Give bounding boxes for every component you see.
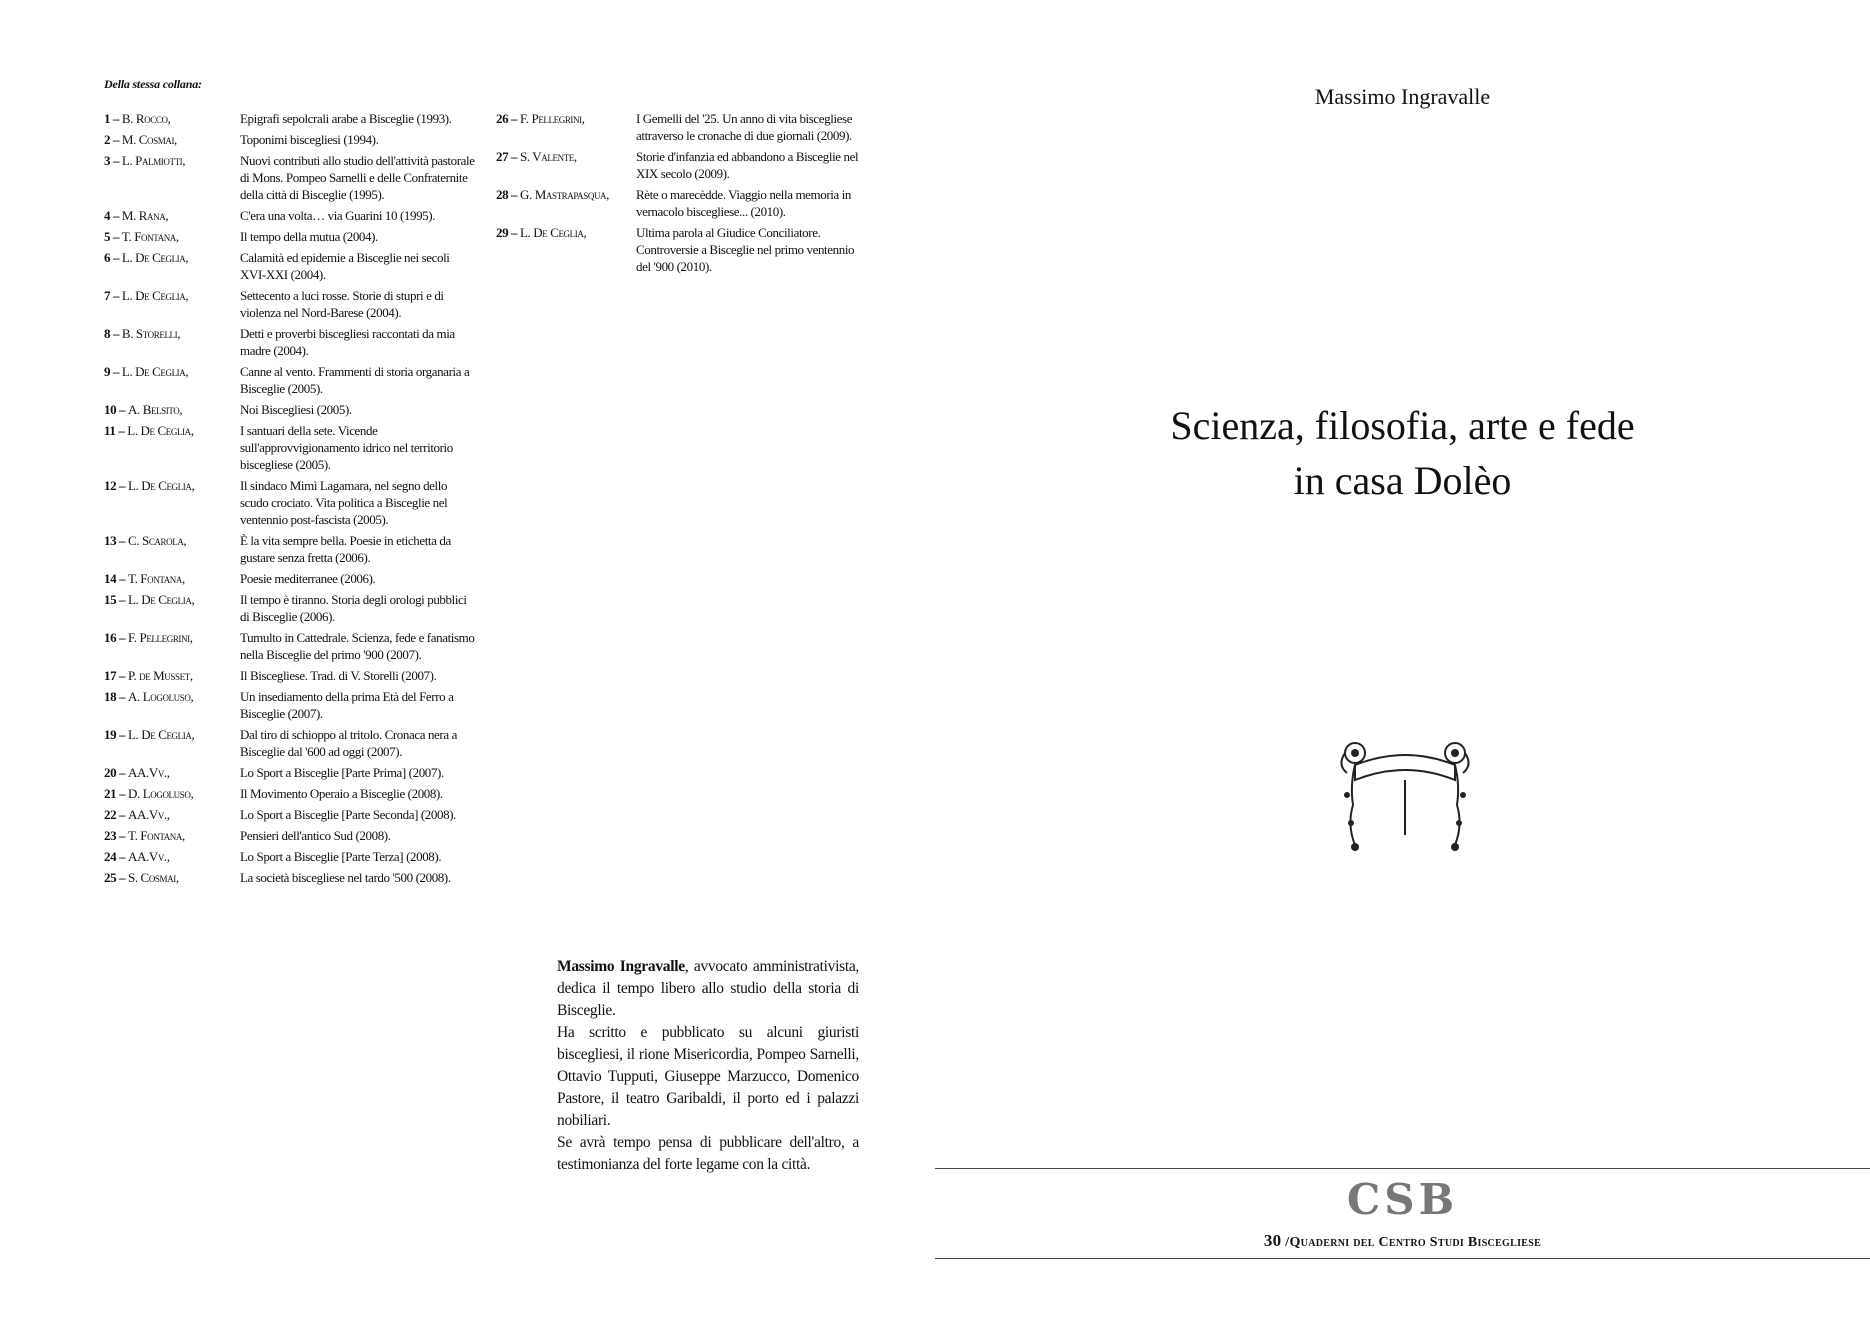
entry-number: 23 – — [104, 828, 126, 843]
bio-paragraph-2: Ha scritto e pubblicato su alcuni giuristi biscegliesi, il rione Misericordia, Pompeo Sarnelli, Ottavio Tupputi, Giuseppe Marzucco, Domenico Pastore, il teatro Garibaldi, il porto ed i palazzi nobiliari. — [557, 1024, 859, 1129]
entry-number-author — [496, 148, 636, 182]
entry-number-author — [104, 667, 240, 684]
entry-title: Canne al vento. Frammenti di storia organaria a Bisceglie (2005). — [240, 364, 470, 396]
entry-number-author — [104, 591, 240, 625]
entry-author: L. De Ceglia, — [128, 478, 195, 493]
entry-number: 6 – — [104, 250, 120, 265]
series-name: /Quaderni del Centro Studi Biscegliese — [1285, 1235, 1542, 1250]
entry-number: 22 – — [104, 807, 126, 822]
series-heading: Della stessa collana: — [104, 77, 202, 91]
entry-author: D. Logoluso, — [128, 786, 194, 801]
series-entry — [496, 224, 860, 275]
entry-author: L. De Ceglia, — [128, 592, 195, 607]
entry-title: Pensieri dell'antico Sud (2008). — [240, 828, 391, 843]
entry-author: P. de Musset, — [128, 668, 193, 683]
entry-title: Il tempo della mutua (2004). — [240, 229, 378, 244]
entry-number: 20 – — [104, 765, 126, 780]
series-entry — [104, 688, 476, 722]
top-rule — [935, 1168, 1870, 1169]
series-entry — [104, 363, 476, 397]
entry-title: Poesie mediterranee (2006). — [240, 571, 376, 586]
bio-author-name: Massimo Ingravalle — [557, 958, 685, 975]
entry-number: 1 – — [104, 111, 120, 126]
entry-number: 11 – — [104, 423, 125, 438]
entry-author: AA.Vv., — [128, 765, 170, 780]
series-entry — [104, 228, 476, 245]
entry-number: 2 – — [104, 132, 120, 147]
entry-title: È la vita sempre bella. Poesie in etichetta da gustare senza fretta (2006). — [240, 533, 451, 565]
front-cover — [935, 0, 1870, 1331]
series-entry — [104, 785, 476, 802]
entry-title: Epigrafi sepolcrali arabe a Bisceglie (1993). — [240, 111, 452, 126]
entry-author: L. De Ceglia, — [121, 250, 189, 265]
entry-author: AA.Vv., — [128, 807, 170, 822]
entry-number-author — [104, 287, 240, 321]
entry-number-author — [104, 688, 240, 722]
entry-author: L. De Ceglia, — [128, 727, 195, 742]
entry-title: La società biscegliese nel tardo '500 (2008). — [240, 870, 451, 885]
entry-title: Lo Sport a Bisceglie [Parte Seconda] (2008). — [240, 807, 456, 822]
series-footer — [935, 1231, 1870, 1251]
entry-number: 28 – — [496, 187, 518, 202]
bio-paragraph-1 — [557, 956, 859, 1022]
entry-number-author — [104, 827, 240, 844]
entry-number: 14 – — [104, 571, 126, 586]
series-entry — [104, 667, 476, 684]
entry-author: M. Rana, — [121, 208, 169, 223]
series-entry — [104, 401, 476, 418]
series-number: 30 — [1263, 1231, 1282, 1250]
entry-number: 26 – — [496, 111, 518, 126]
entry-title: Calamità ed epidemie a Bisceglie nei secoli XVI-XXI (2004). — [240, 250, 450, 282]
entry-author: L. De Ceglia, — [121, 288, 189, 303]
entry-number-author — [104, 785, 240, 802]
entry-number-author — [104, 570, 240, 587]
entry-author: G. Mastrapasqua, — [520, 187, 610, 202]
entry-author: F. Pellegrini, — [520, 111, 585, 126]
series-entry — [104, 848, 476, 865]
series-entry — [104, 532, 476, 566]
entry-title: Noi Biscegliesi (2005). — [240, 402, 352, 417]
series-entry — [104, 629, 476, 663]
entry-title: Il Biscegliese. Trad. di V. Storelli (2007). — [240, 668, 437, 683]
entry-number: 8 – — [104, 326, 120, 341]
bio-paragraph-3: Se avrà tempo pensa di pubblicare dell'altro, a testimonianza del forte legame con la città. — [557, 1134, 859, 1173]
ornamental-frame-icon — [1325, 725, 1485, 855]
entry-author: B. Rocco, — [121, 111, 171, 126]
series-entry — [104, 827, 476, 844]
entry-number-author — [104, 249, 240, 283]
entry-author: F. Pellegrini, — [128, 630, 193, 645]
entry-number-author — [104, 401, 240, 418]
series-entry — [104, 591, 476, 625]
entry-number: 15 – — [104, 592, 126, 607]
entry-number-author — [496, 224, 636, 275]
entry-number-author — [104, 806, 240, 823]
series-entry — [104, 422, 476, 473]
series-list-column-a — [104, 110, 476, 890]
entry-author: L. Palmiotti, — [121, 153, 186, 168]
entry-number-author — [104, 228, 240, 245]
entry-number: 9 – — [104, 364, 120, 379]
series-entry — [104, 152, 476, 203]
entry-title: Dal tiro di schioppo al tritolo. Cronaca nera a Bisceglie dal '600 ad oggi (2007). — [240, 727, 457, 759]
entry-number-author — [104, 629, 240, 663]
series-entry — [104, 131, 476, 148]
book-title-line-1: Scienza, filosofia, arte e fede — [1170, 403, 1635, 448]
cover-author: Massimo Ingravalle — [1314, 84, 1491, 109]
entry-title: Ultima parola al Giudice Conciliatore. Controversie a Bisceglie nel primo ventennio del '900 (2010). — [636, 225, 855, 274]
entry-number: 12 – — [104, 478, 126, 493]
entry-number: 5 – — [104, 229, 120, 244]
entry-number: 3 – — [104, 153, 120, 168]
entry-title: Lo Sport a Bisceglie [Parte Prima] (2007). — [240, 765, 444, 780]
series-list-column-b — [496, 110, 860, 279]
series-entry — [104, 477, 476, 528]
entry-title: Nuovi contributi allo studio dell'attività pastorale di Mons. Pompeo Sarnelli e delle Confraternite della città di Bisceglie (1995). — [240, 153, 475, 202]
entry-author: B. Storelli, — [121, 326, 181, 341]
entry-number-author — [104, 422, 240, 473]
entry-title: Il sindaco Mimì Lagamara, nel segno dello scudo crociato. Vita politica a Bisceglie nel ventennio post-fascista (2005). — [240, 478, 448, 527]
series-entry — [496, 110, 860, 144]
entry-title: Il tempo è tiranno. Storia degli orologi pubblici di Bisceglie (2006). — [240, 592, 467, 624]
entry-title: Tumulto in Cattedrale. Scienza, fede e fanatismo nella Bisceglie del primo '900 (2007). — [240, 630, 475, 662]
author-bio — [557, 956, 859, 1176]
entry-number-author — [104, 848, 240, 865]
entry-number: 7 – — [104, 288, 120, 303]
entry-title: Rète o marecèdde. Viaggio nella memoria in vernacolo biscegliese... (2010). — [636, 187, 852, 219]
entry-number-author — [104, 532, 240, 566]
entry-author: L. De Ceglia, — [520, 225, 587, 240]
entry-number-author — [104, 325, 240, 359]
entry-number: 27 – — [496, 149, 518, 164]
entry-number: 19 – — [104, 727, 126, 742]
entry-title: Un insediamento della prima Età del Ferro a Bisceglie (2007). — [240, 689, 454, 721]
entry-number: 24 – — [104, 849, 126, 864]
series-entry — [104, 287, 476, 321]
entry-number-author — [104, 207, 240, 224]
entry-number: 21 – — [104, 786, 126, 801]
entry-title: I santuari della sete. Vicende sull'approvvigionamento idrico nel territorio biscegliese (2005). — [240, 423, 453, 472]
entry-number: 29 – — [496, 225, 518, 240]
entry-author: A. Belsito, — [128, 402, 183, 417]
entry-author: S. Valente, — [520, 149, 577, 164]
entry-number: 4 – — [104, 208, 120, 223]
entry-number-author — [104, 477, 240, 528]
entry-title: I Gemelli del '25. Un anno di vita biscegliese attraverso le cronache di due giornali (2009). — [636, 111, 853, 143]
bottom-rule — [935, 1258, 1870, 1259]
entry-author: AA.Vv., — [128, 849, 170, 864]
entry-number: 18 – — [104, 689, 126, 704]
entry-title: Storie d'infanzia ed abbandono a Bisceglie nel XIX secolo (2009). — [636, 149, 859, 181]
entry-number: 17 – — [104, 668, 126, 683]
entry-title: Settecento a luci rosse. Storie di stupri e di violenza nel Nord-Barese (2004). — [240, 288, 444, 320]
entry-title: Toponimi biscegliesi (1994). — [240, 132, 379, 147]
series-entry — [496, 186, 860, 220]
entry-author: T. Fontana, — [128, 571, 185, 586]
series-entry — [104, 726, 476, 760]
book-title — [935, 398, 1870, 508]
entry-number-author — [104, 869, 240, 886]
entry-number-author — [104, 110, 240, 127]
entry-number-author — [104, 764, 240, 781]
entry-author: A. Logoluso, — [128, 689, 194, 704]
series-entry — [104, 207, 476, 224]
entry-number-author — [496, 110, 636, 144]
series-entry — [104, 764, 476, 781]
bio-intro: , avvocato amministrativista, dedica il tempo libero allo studio della storia di Bisceglie. — [557, 958, 859, 1019]
entry-author: L. De Ceglia, — [127, 423, 194, 438]
book-title-line-2: in casa Dolèo — [1293, 458, 1512, 503]
series-entry — [104, 325, 476, 359]
entry-author: T. Fontana, — [121, 229, 179, 244]
entry-author: S. Cosmai, — [128, 870, 179, 885]
entry-number: 13 – — [104, 533, 126, 548]
csb-logo: CSB — [1346, 1175, 1459, 1224]
entry-title: Il Movimento Operaio a Bisceglie (2008). — [240, 786, 443, 801]
series-entry — [104, 249, 476, 283]
entry-title: C'era una volta… via Guarini 10 (1995). — [240, 208, 436, 223]
entry-title: Lo Sport a Bisceglie [Parte Terza] (2008). — [240, 849, 442, 864]
entry-author: L. De Ceglia, — [121, 364, 189, 379]
series-entry — [104, 110, 476, 127]
entry-number-author — [496, 186, 636, 220]
entry-author: C. Scarola, — [128, 533, 187, 548]
entry-number: 10 – — [104, 402, 126, 417]
series-entry — [496, 148, 860, 182]
entry-number-author — [104, 726, 240, 760]
entry-author: M. Cosmai, — [121, 132, 177, 147]
entry-author: T. Fontana, — [128, 828, 185, 843]
entry-number-author — [104, 131, 240, 148]
entry-number: 16 – — [104, 630, 126, 645]
series-entry — [104, 806, 476, 823]
series-entry — [104, 570, 476, 587]
entry-number: 25 – — [104, 870, 126, 885]
entry-number-author — [104, 363, 240, 397]
entry-title: Detti e proverbi biscegliesi raccontati da mia madre (2004). — [240, 326, 455, 358]
series-entry — [104, 869, 476, 886]
entry-number-author — [104, 152, 240, 203]
